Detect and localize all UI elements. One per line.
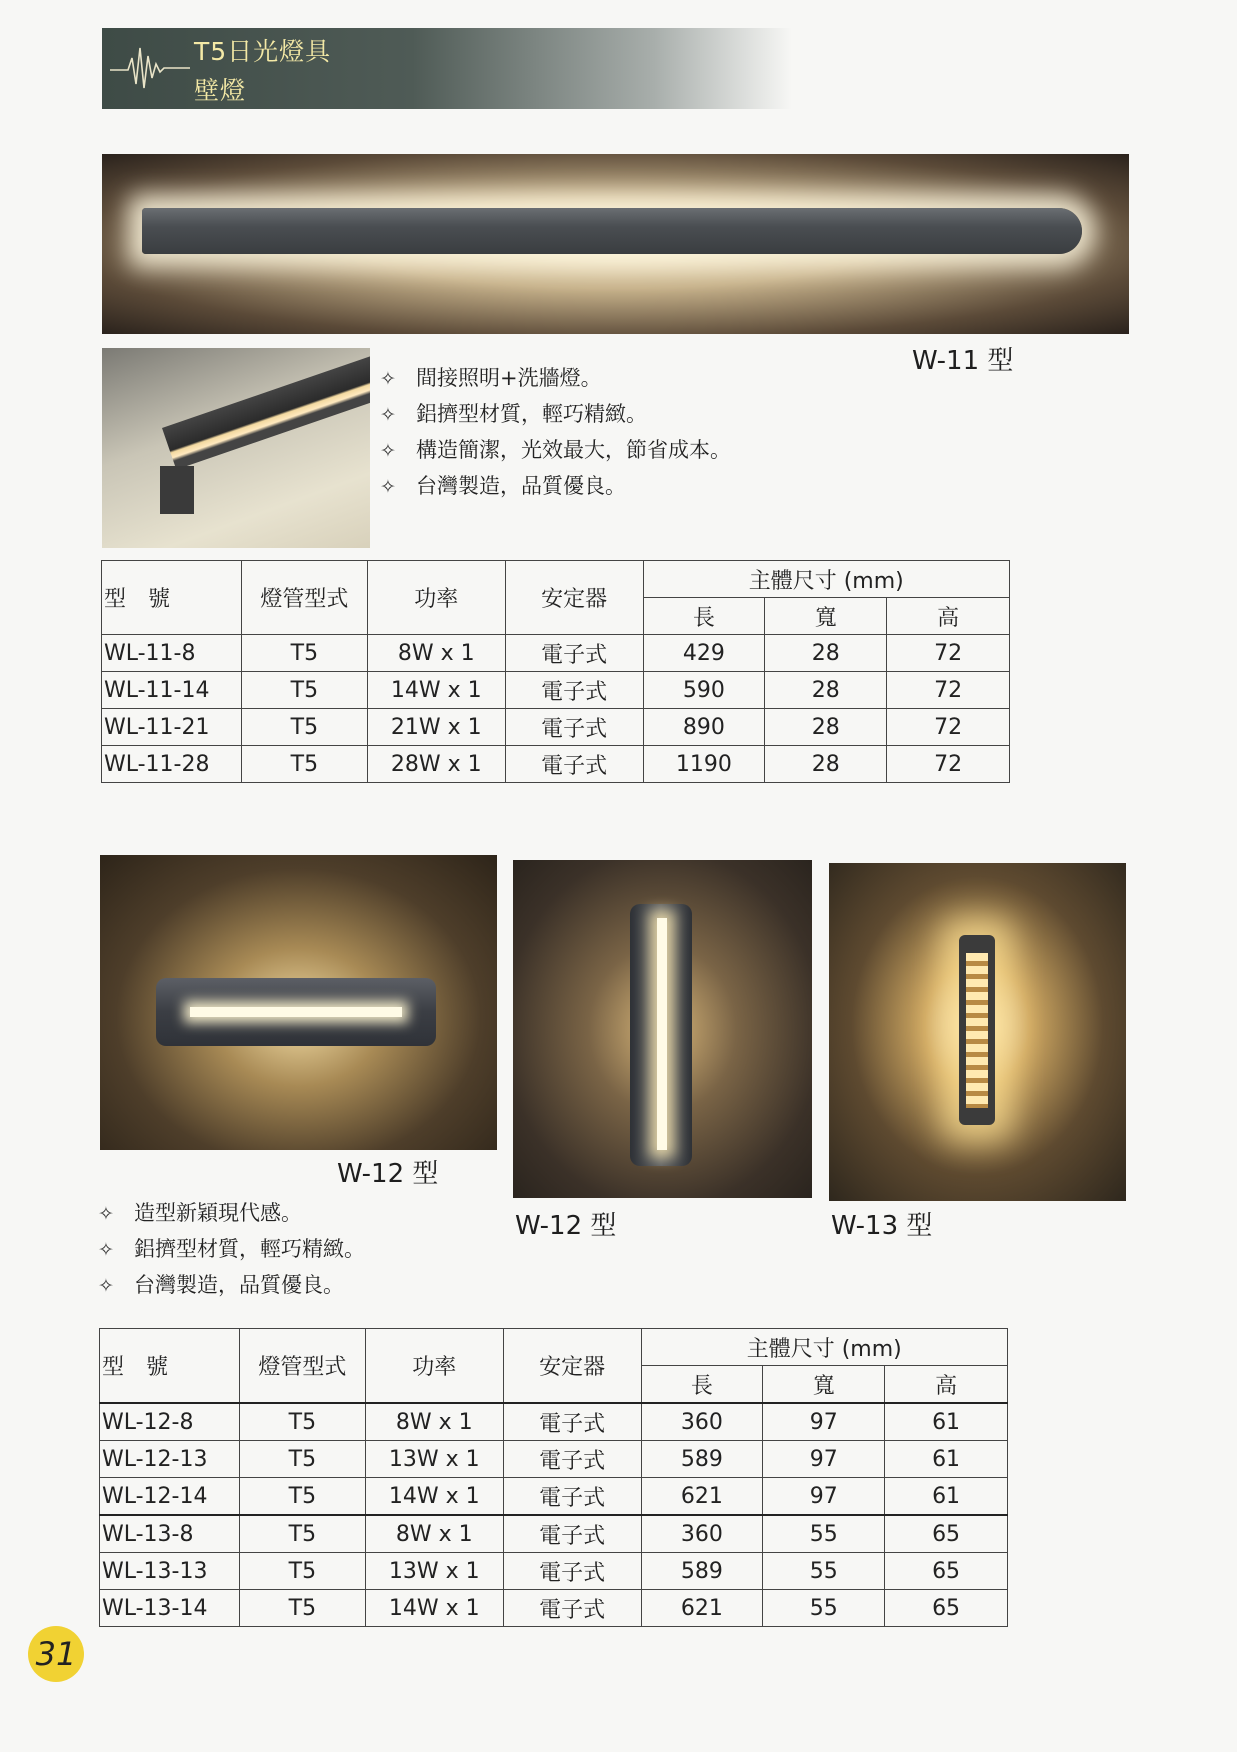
cell-power: 8W x 1 (367, 635, 505, 672)
cell-width: 28 (765, 746, 887, 783)
header-subtitle: 壁燈 (194, 76, 247, 105)
cell-height: 72 (887, 635, 1010, 672)
w12-vertical-photo (513, 860, 812, 1198)
cell-length: 589 (641, 1441, 763, 1478)
header-power: 功率 (365, 1329, 503, 1404)
table-header-row (102, 561, 1010, 598)
cell-tube: T5 (239, 1403, 365, 1441)
cell-tube: T5 (239, 1553, 365, 1590)
cell-model: WL-11-8 (102, 635, 242, 672)
header-height: 高 (885, 1366, 1008, 1404)
cell-height: 65 (885, 1590, 1008, 1627)
cell-ballast: 電子式 (505, 709, 643, 746)
cell-height: 72 (887, 709, 1010, 746)
w12a-model-label: W-12 型 (337, 1159, 439, 1189)
sparkle-icon: ✧ (380, 404, 396, 426)
cell-model: WL-13-14 (100, 1590, 240, 1627)
cell-ballast: 電子式 (503, 1478, 641, 1516)
cell-height: 72 (887, 672, 1010, 709)
cell-length: 589 (641, 1553, 763, 1590)
cell-height: 61 (885, 1478, 1008, 1516)
header-dimensions: 主體尺寸 (mm) (643, 561, 1010, 598)
cell-power: 14W x 1 (367, 672, 505, 709)
sparkle-icon: ✧ (380, 440, 396, 462)
header-tube: 燈管型式 (241, 561, 367, 635)
cell-width: 97 (763, 1441, 885, 1478)
cell-model: WL-12-14 (100, 1478, 240, 1516)
cell-tube: T5 (239, 1441, 365, 1478)
cell-model: WL-13-13 (100, 1553, 240, 1590)
sparkle-icon: ✧ (98, 1275, 114, 1297)
w12b-model-label: W-12 型 (515, 1211, 617, 1241)
feature-item: ✧ 台灣製造，品質優良。 (98, 1267, 365, 1303)
w11-product-photo (102, 154, 1129, 334)
w12-feature-list (98, 1195, 365, 1303)
header-model: 型 號 (100, 1329, 240, 1404)
w13-louvers (966, 953, 988, 1108)
cell-length: 621 (641, 1590, 763, 1627)
cell-length: 360 (641, 1515, 763, 1553)
header-height: 高 (887, 598, 1010, 635)
cell-tube: T5 (241, 709, 367, 746)
table-row (102, 709, 1010, 746)
table-row (102, 746, 1010, 783)
w11-spec-table (101, 560, 1010, 783)
cell-power: 13W x 1 (365, 1553, 503, 1590)
cell-model: WL-11-21 (102, 709, 242, 746)
header-width: 寬 (763, 1366, 885, 1404)
w12-w13-spec-table (99, 1328, 1008, 1627)
cell-tube: T5 (239, 1515, 365, 1553)
cell-width: 28 (765, 709, 887, 746)
cell-power: 14W x 1 (365, 1478, 503, 1516)
section-header (102, 28, 792, 109)
cell-tube: T5 (239, 1478, 365, 1516)
cell-width: 97 (763, 1403, 885, 1441)
cell-model: WL-12-13 (100, 1441, 240, 1478)
sparkle-icon: ✧ (380, 368, 396, 390)
sparkle-icon: ✧ (380, 476, 396, 498)
header-ballast: 安定器 (505, 561, 643, 635)
w13-model-label: W-13 型 (831, 1211, 933, 1241)
cell-width: 28 (765, 635, 887, 672)
cell-width: 55 (763, 1553, 885, 1590)
cell-tube: T5 (241, 672, 367, 709)
feature-item: ✧ 間接照明+洗牆燈。 (380, 360, 731, 396)
cell-height: 72 (887, 746, 1010, 783)
cell-power: 8W x 1 (365, 1515, 503, 1553)
cell-ballast: 電子式 (505, 746, 643, 783)
feature-item: ✧ 構造簡潔，光效最大，節省成本。 (380, 432, 731, 468)
cell-ballast: 電子式 (505, 635, 643, 672)
cell-tube: T5 (239, 1590, 365, 1627)
table-header-row (100, 1329, 1008, 1366)
w11-detail-photo (102, 348, 370, 548)
cell-height: 61 (885, 1403, 1008, 1441)
cell-length: 590 (643, 672, 765, 709)
w12-vertical-tube (657, 918, 667, 1150)
sparkle-icon: ✧ (98, 1203, 114, 1225)
sparkle-icon: ✧ (98, 1239, 114, 1261)
header-ballast: 安定器 (503, 1329, 641, 1404)
header-dimensions: 主體尺寸 (mm) (641, 1329, 1008, 1366)
cell-model: WL-11-14 (102, 672, 242, 709)
table-row (100, 1515, 1008, 1553)
cell-power: 8W x 1 (365, 1403, 503, 1441)
cell-ballast: 電子式 (505, 672, 643, 709)
cell-length: 621 (641, 1478, 763, 1516)
w11-detail-bracket (160, 466, 194, 514)
cell-power: 14W x 1 (365, 1590, 503, 1627)
table-row (100, 1441, 1008, 1478)
table-row (100, 1590, 1008, 1627)
w12-horizontal-photo (100, 855, 497, 1150)
header-title: T5日光燈具 (194, 37, 332, 66)
w11-fixture (142, 208, 1082, 254)
table-row (102, 672, 1010, 709)
header-tube: 燈管型式 (239, 1329, 365, 1404)
cell-height: 61 (885, 1441, 1008, 1478)
page-number: 31 (28, 1626, 84, 1682)
cell-model: WL-12-8 (100, 1403, 240, 1441)
w11-feature-list (380, 360, 731, 504)
header-length: 長 (643, 598, 765, 635)
cell-length: 890 (643, 709, 765, 746)
cell-width: 28 (765, 672, 887, 709)
cell-ballast: 電子式 (503, 1441, 641, 1478)
cell-length: 1190 (643, 746, 765, 783)
waveform-icon (110, 38, 190, 98)
cell-width: 97 (763, 1478, 885, 1516)
cell-ballast: 電子式 (503, 1553, 641, 1590)
cell-width: 55 (763, 1515, 885, 1553)
header-power: 功率 (367, 561, 505, 635)
cell-model: WL-11-28 (102, 746, 242, 783)
cell-ballast: 電子式 (503, 1403, 641, 1441)
w12-horizontal-tube (190, 1007, 402, 1017)
cell-tube: T5 (241, 746, 367, 783)
table-row (100, 1403, 1008, 1441)
cell-height: 65 (885, 1553, 1008, 1590)
table-row (102, 635, 1010, 672)
header-width: 寬 (765, 598, 887, 635)
feature-item: ✧ 鋁擠型材質，輕巧精緻。 (380, 396, 731, 432)
feature-item: ✧ 造型新穎現代感。 (98, 1195, 365, 1231)
w11-detail-beam (162, 348, 370, 470)
header-model: 型 號 (102, 561, 242, 635)
w13-photo (829, 863, 1126, 1201)
feature-item: ✧ 台灣製造，品質優良。 (380, 468, 731, 504)
w11-model-label: W-11 型 (912, 346, 1014, 376)
cell-ballast: 電子式 (503, 1590, 641, 1627)
cell-height: 65 (885, 1515, 1008, 1553)
cell-length: 360 (641, 1403, 763, 1441)
table-row (100, 1478, 1008, 1516)
feature-item: ✧ 鋁擠型材質，輕巧精緻。 (98, 1231, 365, 1267)
cell-model: WL-13-8 (100, 1515, 240, 1553)
cell-length: 429 (643, 635, 765, 672)
cell-tube: T5 (241, 635, 367, 672)
cell-width: 55 (763, 1590, 885, 1627)
cell-power: 28W x 1 (367, 746, 505, 783)
cell-power: 21W x 1 (367, 709, 505, 746)
cell-power: 13W x 1 (365, 1441, 503, 1478)
table-row (100, 1553, 1008, 1590)
header-length: 長 (641, 1366, 763, 1404)
cell-ballast: 電子式 (503, 1515, 641, 1553)
